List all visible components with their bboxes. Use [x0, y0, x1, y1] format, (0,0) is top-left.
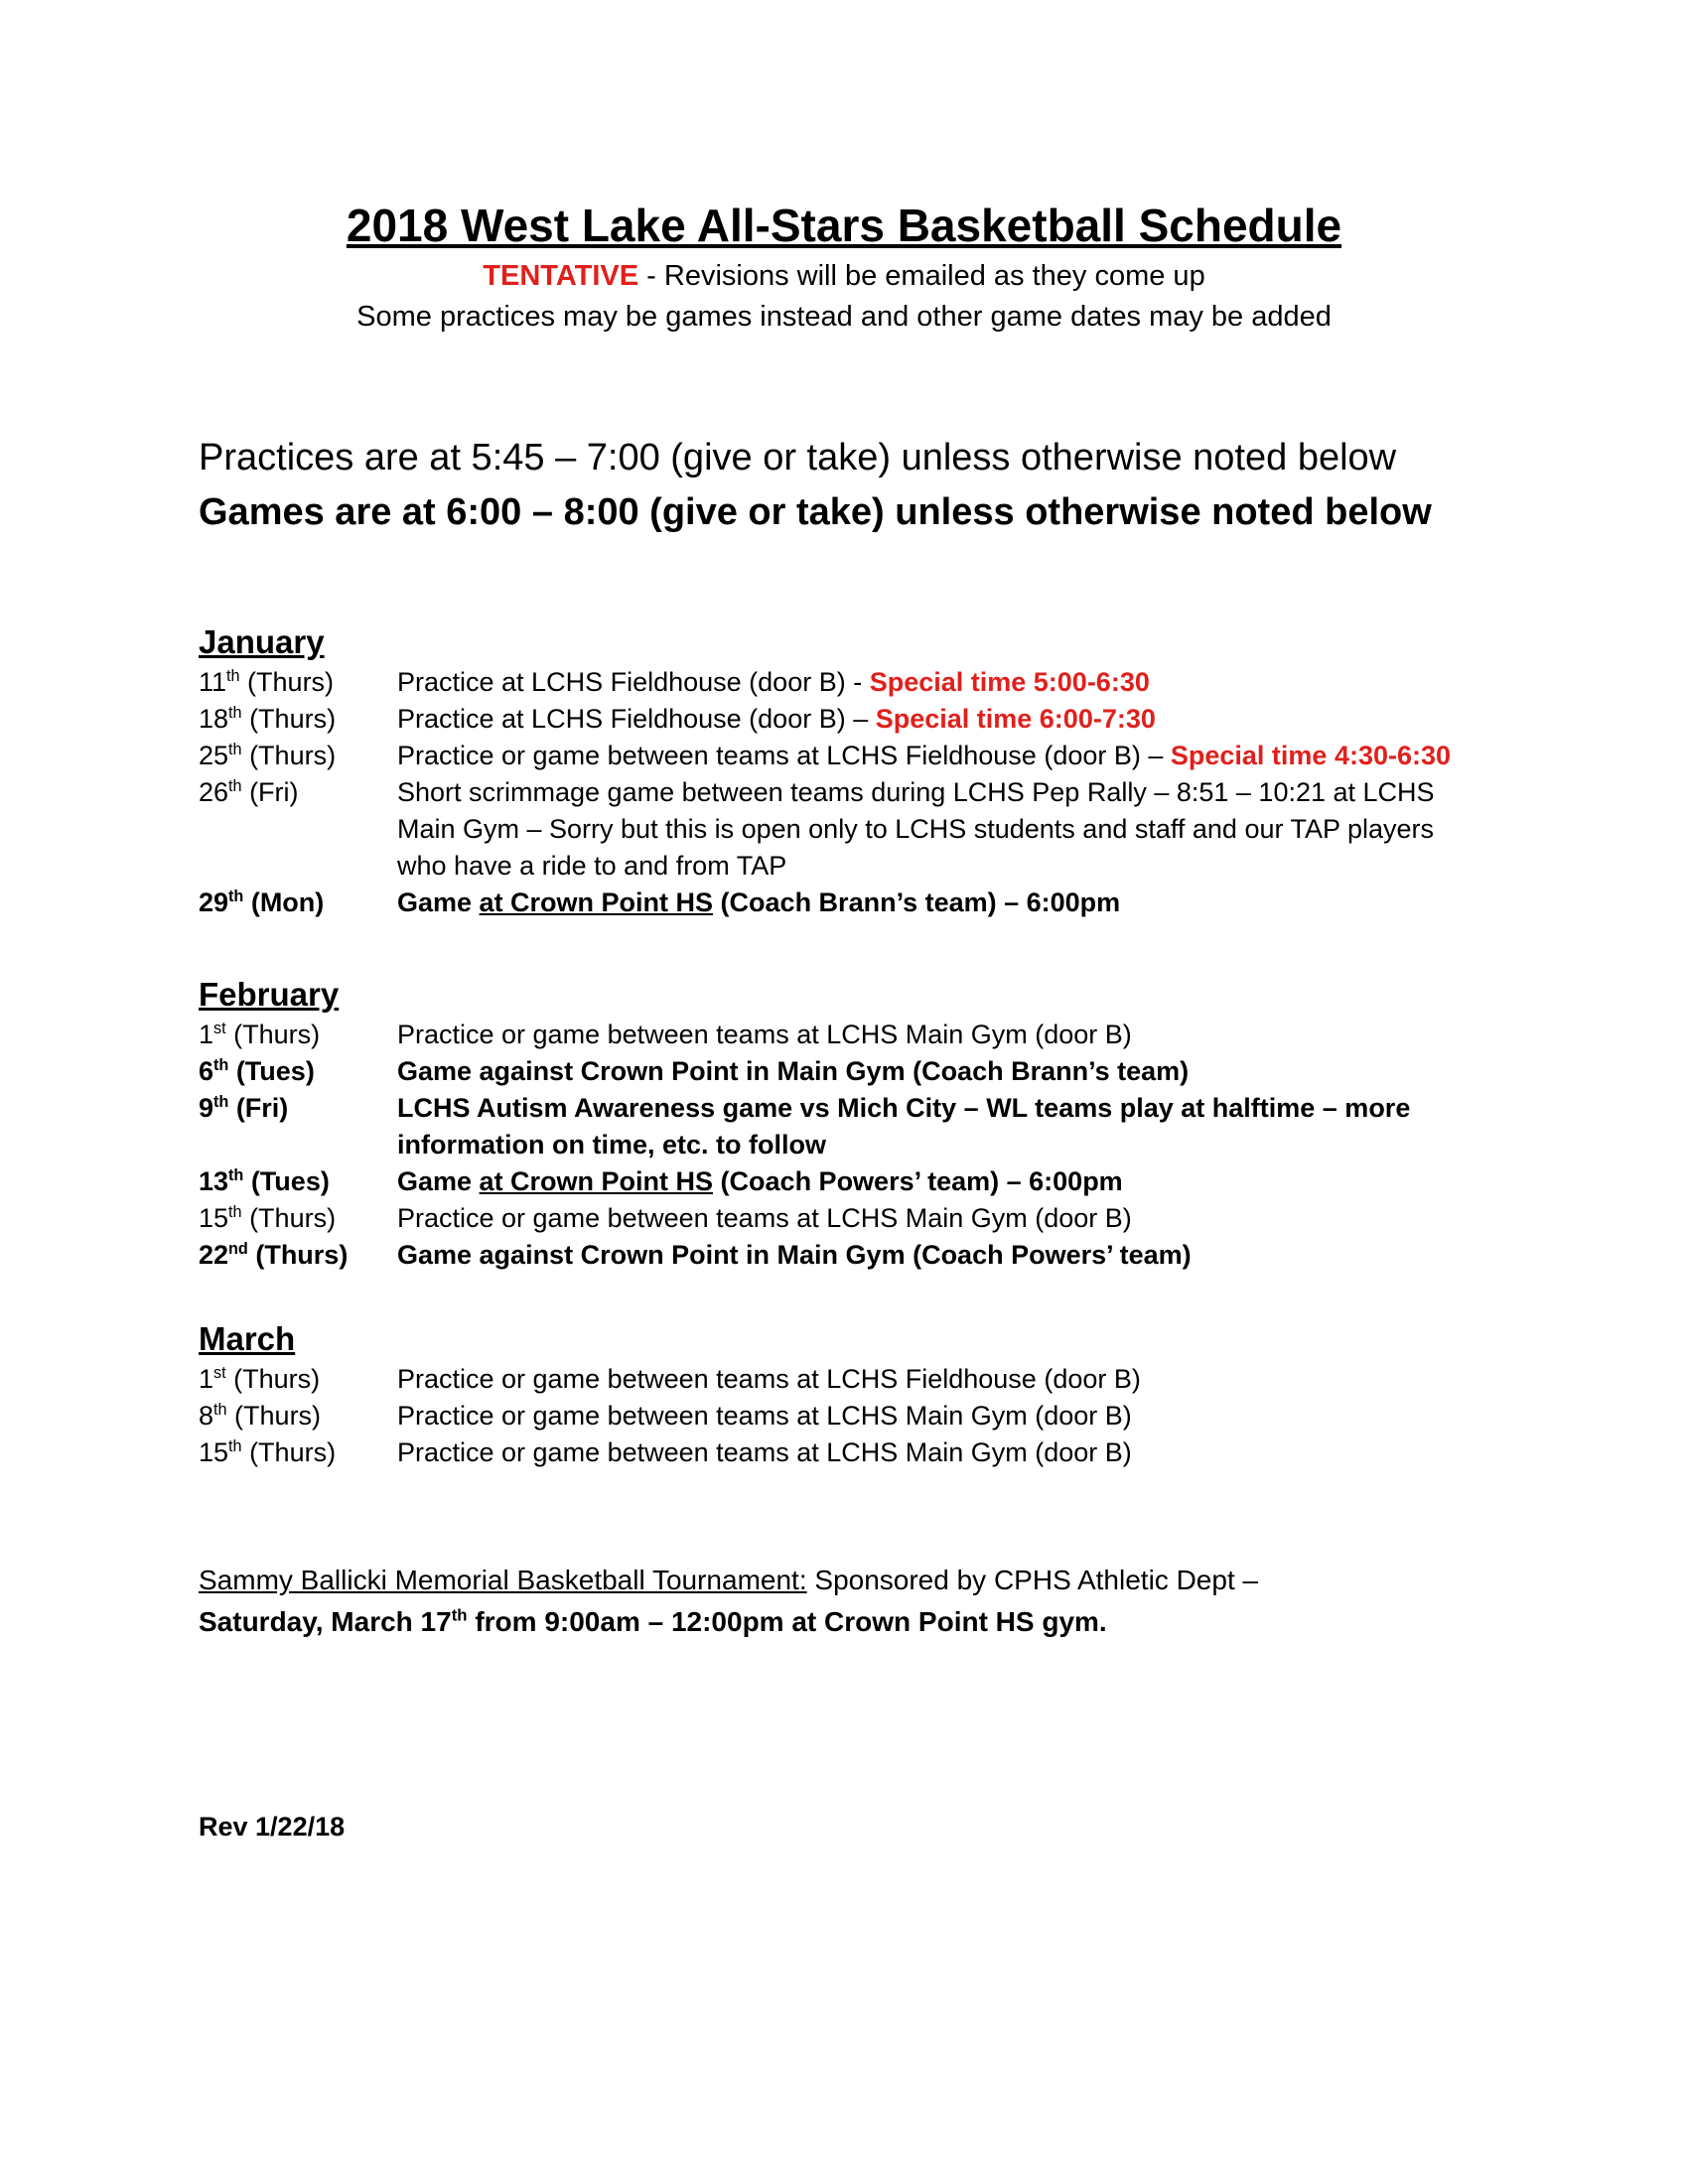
tournament-name: Sammy Ballicki Memorial Basketball Tournament: [199, 1565, 807, 1595]
location-link: at Crown Point HS [479, 887, 714, 917]
practice-times-note: Practices are at 5:45 – 7:00 (give or take) unless otherwise noted below [199, 437, 1397, 478]
row-event: Practice or game between teams at LCHS Main Gym (door B) [397, 1020, 1132, 1049]
row-date: 6th (Tues) [199, 1056, 315, 1086]
row-event: Practice or game between teams at LCHS Main Gym (door B) [397, 1401, 1132, 1431]
location-link: at Crown Point HS [479, 1166, 714, 1196]
row-event: Practice at LCHS Fieldhouse (door B) - Special time 5:00-6:30 [397, 667, 1150, 697]
row-event: Practice at LCHS Fieldhouse (door B) – Special time 6:00-7:30 [397, 704, 1156, 734]
tentative-label: TENTATIVE [483, 260, 639, 292]
game-times-note: Games are at 6:00 – 8:00 (give or take) unless otherwise noted below [199, 491, 1432, 533]
tournament-date: Saturday, March 17th from 9:00am – 12:00pm at Crown Point HS gym. [199, 1605, 1107, 1637]
row-date: 15th (Thurs) [199, 1203, 337, 1233]
row-date: 9th (Fri) [199, 1093, 289, 1123]
row-event: Practice or game between teams at LCHS Fieldhouse (door B) – Special time 4:30-6:30 [397, 741, 1452, 770]
row-event: Game against Crown Point in Main Gym (Coach Powers’ team) [397, 1240, 1192, 1270]
special-time: Special time 4:30-6:30 [1170, 741, 1452, 770]
tentative-notice [0, 260, 1688, 293]
row-event: Game at Crown Point HS (Coach Powers’ team) – 6:00pm [397, 1166, 1123, 1196]
row-event: Game at Crown Point HS (Coach Brann’s team) – 6:00pm [397, 887, 1121, 917]
revision-date: Rev 1/22/18 [199, 1812, 346, 1842]
row-event: LCHS Autism Awareness game vs Mich City – WL teams play at halftime – more information on time, etc. to follow [397, 1093, 1411, 1160]
tournament-note [199, 1560, 1489, 1643]
row-event: Game against Crown Point in Main Gym (Coach Brann’s team) [397, 1056, 1190, 1086]
month-heading-march: March [199, 1320, 296, 1357]
row-date: 25th (Thurs) [199, 741, 337, 770]
row-date: 1st (Thurs) [199, 1020, 321, 1049]
schedule-note: Some practices may be games instead and other game dates may be added [356, 301, 1332, 333]
row-date: 8th (Thurs) [199, 1401, 322, 1431]
row-date: 18th (Thurs) [199, 704, 337, 734]
row-date: 29th (Mon) [199, 887, 325, 917]
month-heading-february: February [199, 976, 340, 1013]
month-heading-january: January [199, 623, 325, 660]
row-date: 13th (Tues) [199, 1166, 330, 1196]
row-event: Short scrimmage game between teams during LCHS Pep Rally – 8:51 – 10:21 at LCHS Main Gym – Sorry but this is open only to LCHS students and staff and our TAP players who have a ride to and from TAP [397, 777, 1435, 881]
row-event: Practice or game between teams at LCHS Main Gym (door B) [397, 1203, 1132, 1233]
tentative-text: - Revisions will be emailed as they come up [638, 260, 1205, 292]
row-date: 11th (Thurs) [199, 667, 335, 697]
special-time: Special time 5:00-6:30 [869, 667, 1150, 697]
page-title: 2018 West Lake All-Stars Basketball Schedule [346, 200, 1342, 251]
row-date: 22nd (Thurs) [199, 1240, 349, 1270]
special-time: Special time 6:00-7:30 [875, 704, 1156, 734]
row-date: 15th (Thurs) [199, 1437, 337, 1467]
row-date: 26th (Fri) [199, 777, 299, 807]
row-event: Practice or game between teams at LCHS Main Gym (door B) [397, 1437, 1132, 1467]
row-date: 1st (Thurs) [199, 1364, 321, 1394]
row-event: Practice or game between teams at LCHS Fieldhouse (door B) [397, 1364, 1141, 1394]
tournament-sponsor: Sponsored by CPHS Athletic Dept – [806, 1565, 1259, 1595]
